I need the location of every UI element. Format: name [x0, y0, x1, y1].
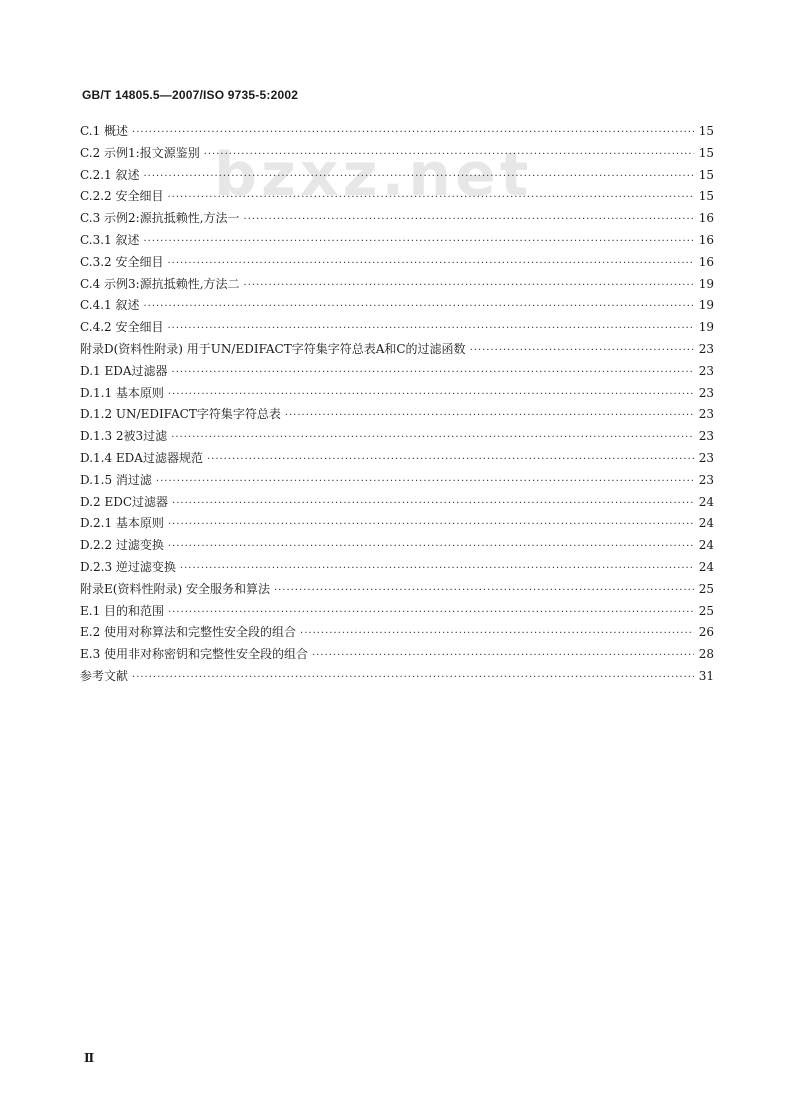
toc-entry	[80, 580, 714, 602]
toc-leader-dots	[274, 585, 694, 596]
toc-leader-dots	[285, 410, 694, 421]
toc-leader-dots	[180, 563, 694, 574]
toc-entry-label: D.1.2 UN/EDIFACT字符集字符总表	[80, 407, 281, 422]
document-header-code: GB/T 14805.5—2007/ISO 9735-5:2002	[82, 88, 299, 102]
toc-entry-page: 23	[698, 363, 714, 378]
toc-entry-label: D.1.5 消过滤	[80, 472, 152, 487]
toc-entry-label: C.3.1 叙述	[80, 232, 140, 247]
toc-leader-dots	[207, 454, 694, 465]
toc-entry-page: 23	[698, 407, 714, 422]
toc-leader-dots	[244, 280, 694, 291]
toc-entry-page: 24	[698, 494, 714, 509]
toc-leader-dots	[143, 236, 694, 247]
toc-entry-page: 26	[698, 625, 714, 640]
toc-entry	[80, 122, 714, 144]
toc-entry	[80, 427, 714, 449]
toc-entry	[80, 166, 714, 188]
toc-entry-page: 23	[698, 429, 714, 444]
toc-entry-label: C.4 示例3:源抗抵赖性,方法二	[80, 276, 240, 291]
toc-entry-label: D.2 EDC过滤器	[80, 494, 169, 509]
toc-entry	[80, 449, 714, 471]
toc-entry	[80, 514, 714, 536]
toc-entry-page: 23	[698, 341, 714, 356]
toc-entry-page: 25	[698, 603, 714, 618]
page-number: Ⅱ	[84, 1051, 95, 1065]
toc-entry	[80, 296, 714, 318]
toc-entry	[80, 209, 714, 231]
toc-entry-page: 16	[698, 211, 714, 226]
toc-entry-label: D.2.3 逆过滤变换	[80, 559, 176, 574]
toc-entry-label: C.4.1 叙述	[80, 298, 140, 313]
toc-entry	[80, 536, 714, 558]
toc-entry-label: D.1.4 EDA过滤器规范	[80, 450, 203, 465]
toc-entry-label: C.4.2 安全细目	[80, 320, 164, 335]
toc-entry	[80, 493, 714, 515]
toc-entry-label: C.3.2 安全细目	[80, 254, 164, 269]
toc-entry	[80, 384, 714, 406]
toc-entry-label: D.1.3 2被3过滤	[80, 429, 168, 444]
toc-entry-label: D.1.1 基本原则	[80, 385, 164, 400]
toc-entry-label: E.1 目的和范围	[80, 603, 165, 618]
toc-entry-page: 15	[698, 124, 714, 138]
toc-leader-dots	[143, 301, 694, 312]
toc-entry-label: 附录D(资料性附录) 用于UN/EDIFACT字符集字符总表A和C的过滤函数	[80, 341, 466, 356]
toc-leader-dots	[143, 171, 694, 182]
toc-entry-label: E.2 使用对称算法和完整性安全段的组合	[80, 625, 297, 640]
toc-entry	[80, 602, 714, 624]
toc-leader-dots	[168, 519, 694, 530]
toc-leader-dots	[244, 214, 694, 225]
toc-leader-dots	[167, 323, 694, 334]
toc-leader-dots	[172, 498, 694, 509]
toc-entry-label: D.2.2 过滤变换	[80, 538, 164, 553]
toc-entry-page: 15	[698, 189, 714, 204]
toc-leader-dots	[167, 258, 694, 269]
toc-leader-dots	[132, 672, 694, 683]
toc-entry-label: D.2.1 基本原则	[80, 516, 164, 531]
toc-entry-page: 23	[698, 385, 714, 400]
toc-entry-page: 24	[698, 538, 714, 553]
toc-entry-page: 31	[698, 668, 714, 683]
toc-leader-dots	[312, 650, 694, 661]
toc-entry	[80, 318, 714, 340]
toc-entry-label: 参考文献	[80, 668, 129, 683]
toc-entry	[80, 340, 714, 362]
toc-entry-label: D.1 EDA过滤器	[80, 363, 168, 378]
toc-leader-dots	[156, 476, 694, 487]
toc-entry-page: 15	[698, 145, 714, 160]
toc-entry	[80, 667, 714, 689]
toc-leader-dots	[470, 345, 694, 356]
toc-leader-dots	[132, 127, 694, 138]
toc-entry-page: 19	[698, 276, 714, 291]
toc-entry-page: 25	[698, 581, 714, 596]
toc-entry-page: 16	[698, 232, 714, 247]
toc-entry-page: 19	[698, 298, 714, 313]
toc-leader-dots	[168, 389, 694, 400]
toc-entry-label: C.1 概述	[80, 124, 129, 138]
toc-entry-label: C.2.2 安全细目	[80, 189, 164, 204]
table-of-contents	[80, 122, 714, 689]
toc-entry	[80, 144, 714, 166]
toc-entry-page: 28	[698, 647, 714, 662]
toc-entry-label: E.3 使用非对称密钥和完整性安全段的组合	[80, 647, 309, 662]
toc-entry	[80, 558, 714, 580]
toc-leader-dots	[204, 149, 694, 160]
toc-entry-label: C.2 示例1:报文源鉴别	[80, 145, 200, 160]
toc-leader-dots	[172, 367, 694, 378]
toc-entry-page: 23	[698, 450, 714, 465]
toc-entry	[80, 471, 714, 493]
toc-leader-dots	[171, 432, 694, 443]
toc-entry-page: 24	[698, 516, 714, 531]
toc-entry	[80, 362, 714, 384]
toc-entry-page: 15	[698, 167, 714, 182]
toc-entry	[80, 405, 714, 427]
toc-entry-page: 16	[698, 254, 714, 269]
toc-leader-dots	[168, 541, 694, 552]
toc-entry-label: 附录E(资料性附录) 安全服务和算法	[80, 581, 270, 596]
watermark: bzxz.net	[214, 140, 533, 210]
toc-entry-page: 23	[698, 472, 714, 487]
toc-leader-dots	[168, 607, 694, 618]
toc-leader-dots	[300, 628, 694, 639]
toc-entry-page: 19	[698, 320, 714, 335]
toc-entry	[80, 253, 714, 275]
toc-entry-label: C.2.1 叙述	[80, 167, 140, 182]
toc-entry	[80, 275, 714, 297]
toc-leader-dots	[167, 192, 694, 203]
toc-entry	[80, 231, 714, 253]
toc-entry	[80, 623, 714, 645]
toc-entry	[80, 187, 714, 209]
toc-entry-page: 24	[698, 559, 714, 574]
toc-entry	[80, 645, 714, 667]
toc-entry-label: C.3 示例2:源抗抵赖性,方法一	[80, 211, 240, 226]
